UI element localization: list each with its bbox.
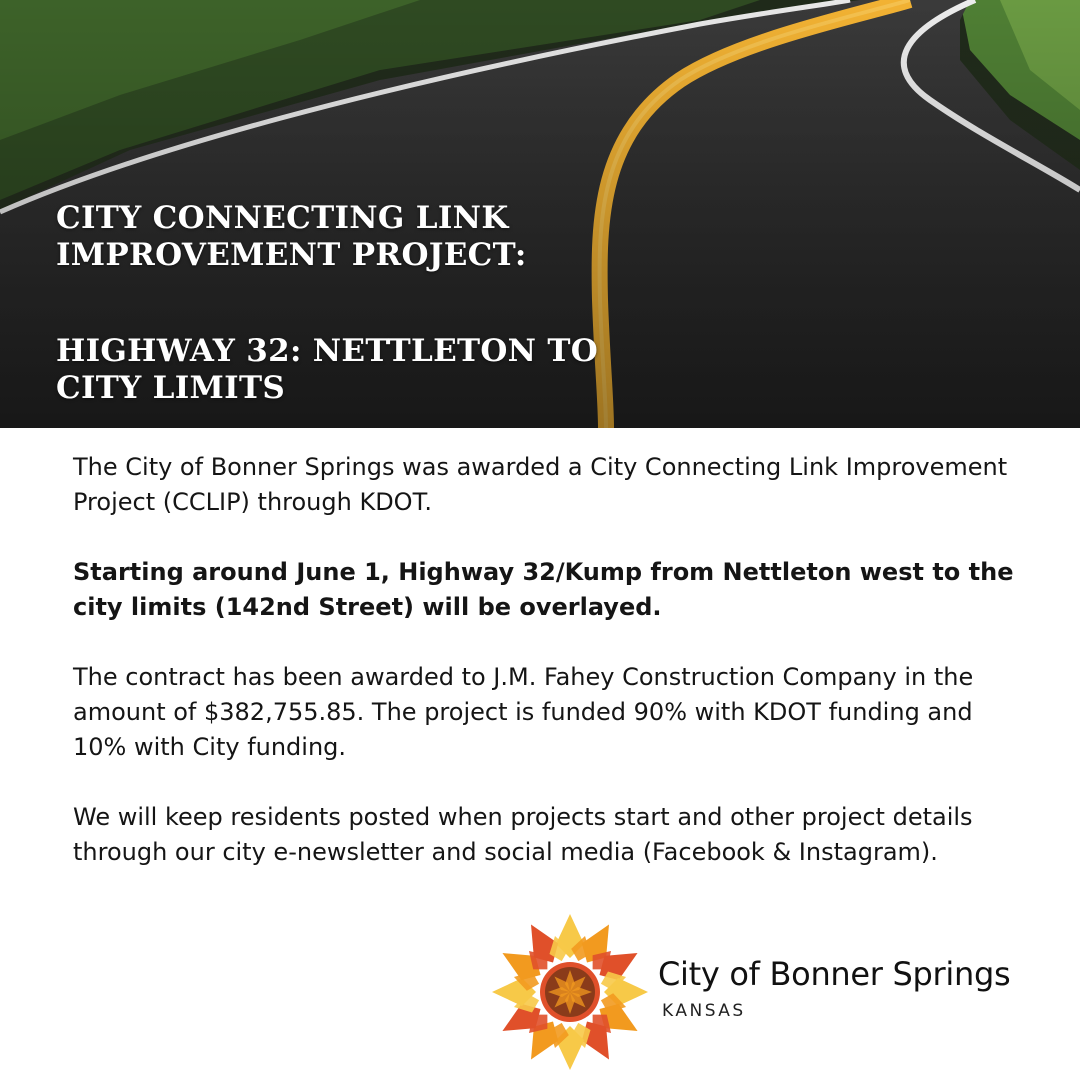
announcement-body [73, 450, 1033, 905]
headline-line: HIGHWAY 32: NETTLETON TO [56, 333, 599, 369]
headline-line: CITY CONNECTING LINK [56, 200, 509, 236]
updates-paragraph: We will keep residents posted when projects start and other project details through our city e-newsletter and social media (Facebook & Instagram). [73, 803, 973, 866]
logo-state-name: KANSAS [662, 1001, 746, 1021]
headline-line: IMPROVEMENT PROJECT: [56, 237, 527, 273]
schedule-paragraph: Starting around June 1, Highway 32/Kump from Nettleton west to the city limits (142nd Street) will be overlayed. [73, 558, 1014, 621]
hero-banner [0, 0, 1080, 428]
intro-paragraph: The City of Bonner Springs was awarded a City Connecting Link Improvement Project (CCLIP) through KDOT. [73, 453, 1008, 516]
headline-spacer [56, 274, 598, 333]
headline [56, 200, 598, 407]
sunflower-logo-icon [490, 912, 650, 1072]
contract-paragraph: The contract has been awarded to J.M. Fahey Construction Company in the amount of $382,755.85. The project is funded 90% with KDOT funding and 10% with City funding. [73, 663, 974, 761]
logo-city-name: City of Bonner Springs [658, 955, 1011, 993]
headline-line: CITY LIMITS [56, 370, 286, 406]
